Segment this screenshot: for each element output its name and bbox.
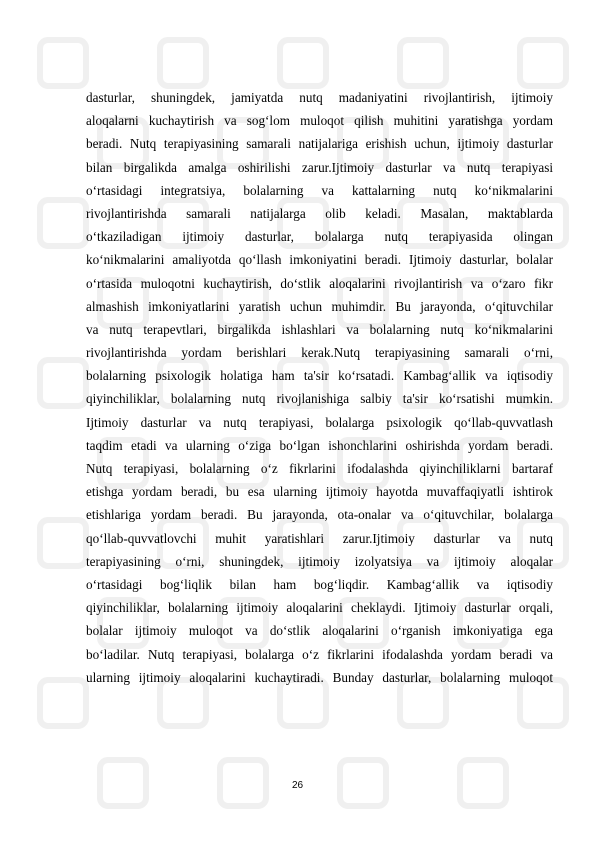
text-line: aloqalarni kuchaytirish va sog‘lom muloqot qilish muhitini yaratishga yordam (86, 113, 553, 129)
text-line: va nutq terapevtlari, birgalikda ishlashlari va bolalarning nutq ko‘nikmalarini (86, 321, 553, 337)
text-line: o‘rtasida muloqotni kuchaytirish, do‘stlik aloqalarini rivojlantirish va o‘zaro fikr (86, 275, 553, 291)
text-line: ko‘nikmalarini amaliyotda qo‘llash imkoniyatini beradi. Ijtimoiy dasturlar, bolalar (86, 252, 553, 268)
text-line: bolalar ijtimoiy muloqot va do‘stlik aloqalarini o‘rganish imkoniyatiga ega (86, 623, 553, 639)
text-line: bilan birgalikda amalga oshirilishi zarur.Ijtimoiy dasturlar va nutq terapiyasi (86, 159, 553, 175)
text-line: dasturlar, shuningdek, jamiyatda nutq madaniyatini rivojlantirish, ijtimoiy (86, 90, 553, 105)
text-line: o‘tkaziladigan ijtimoiy dasturlar, bolalarga nutq terapiyasida olingan (86, 229, 553, 245)
text-line: rivojlantirishda yordam berishlari kerak.Nutq terapiyasining samarali o‘rni, (86, 345, 553, 361)
text-line: o‘rtasidagi integratsiya, bolalarning va kattalarning nutq ko‘nikmalarini (86, 182, 553, 198)
text-line: bo‘ladilar. Nutq terapiyasi, bolalarga o‘z fikrlarini ifodalashda yordam beradi va (86, 646, 553, 662)
text-line: terapiyasining o‘rni, shuningdek, ijtimoiy izolyatsiya va ijtimoiy aloqalar (86, 553, 553, 569)
text-line: rivojlantirishda samarali natijalarga olib keladi. Masalan, maktablarda (86, 205, 553, 221)
text-line: qiyinchiliklar, bolalarning ijtimoiy aloqalarini cheklaydi. Ijtimoiy dasturlar orqali, (86, 600, 553, 616)
text-line: qiyinchiliklar, bolalarning nutq rivojlanishiga salbiy ta'sir ko‘rsatishi mumkin. (86, 391, 553, 407)
text-line: almashish imkoniyatlarini yaratish uchun muhimdir. Bu jarayonda, o‘qituvchilar (86, 298, 553, 314)
text-line: taqdim etadi va ularning o‘ziga bo‘lgan ishonchlarini oshirishda yordam beradi. (86, 437, 553, 453)
text-line: Ijtimoiy dasturlar va nutq terapiyasi, bolalarga psixologik qo‘llab-quvvatlash (86, 414, 553, 430)
text-line: ularning ijtimoiy aloqalarini kuchaytiradi. Bunday dasturlar, bolalarning muloqot (86, 669, 553, 685)
text-line: etishga yordam beradi, bu esa ularning ijtimoiy hayotda muvaffaqiyatli ishtirok (86, 484, 553, 500)
text-line: beradi. Nutq terapiyasining samarali natijalariga erishish uchun, ijtimoiy dasturlar (86, 136, 553, 152)
text-line: qo‘llab-quvvatlovchi muhit yaratishlari zarur.Ijtimoiy dasturlar va nutq (86, 530, 553, 546)
text-line: o‘rtasidagi bog‘liqlik bilan ham bog‘liqdir. Kambag‘allik va iqtisodiy (86, 576, 553, 592)
page-number: 26 (291, 780, 304, 791)
text-line: etishlariga yordam beradi. Bu jarayonda, ota-onalar va o‘qituvchilar, bolalarga (86, 507, 553, 523)
text-line: bolalarning psixologik holatiga ham ta'sir ko‘rsatadi. Kambag‘allik va iqtisodiy (86, 368, 553, 384)
body-text (86, 86, 553, 689)
text-line: Nutq terapiyasi, bolalarning o‘z fikrlarini ifodalashda qiyinchiliklarni bartaraf (86, 461, 553, 476)
